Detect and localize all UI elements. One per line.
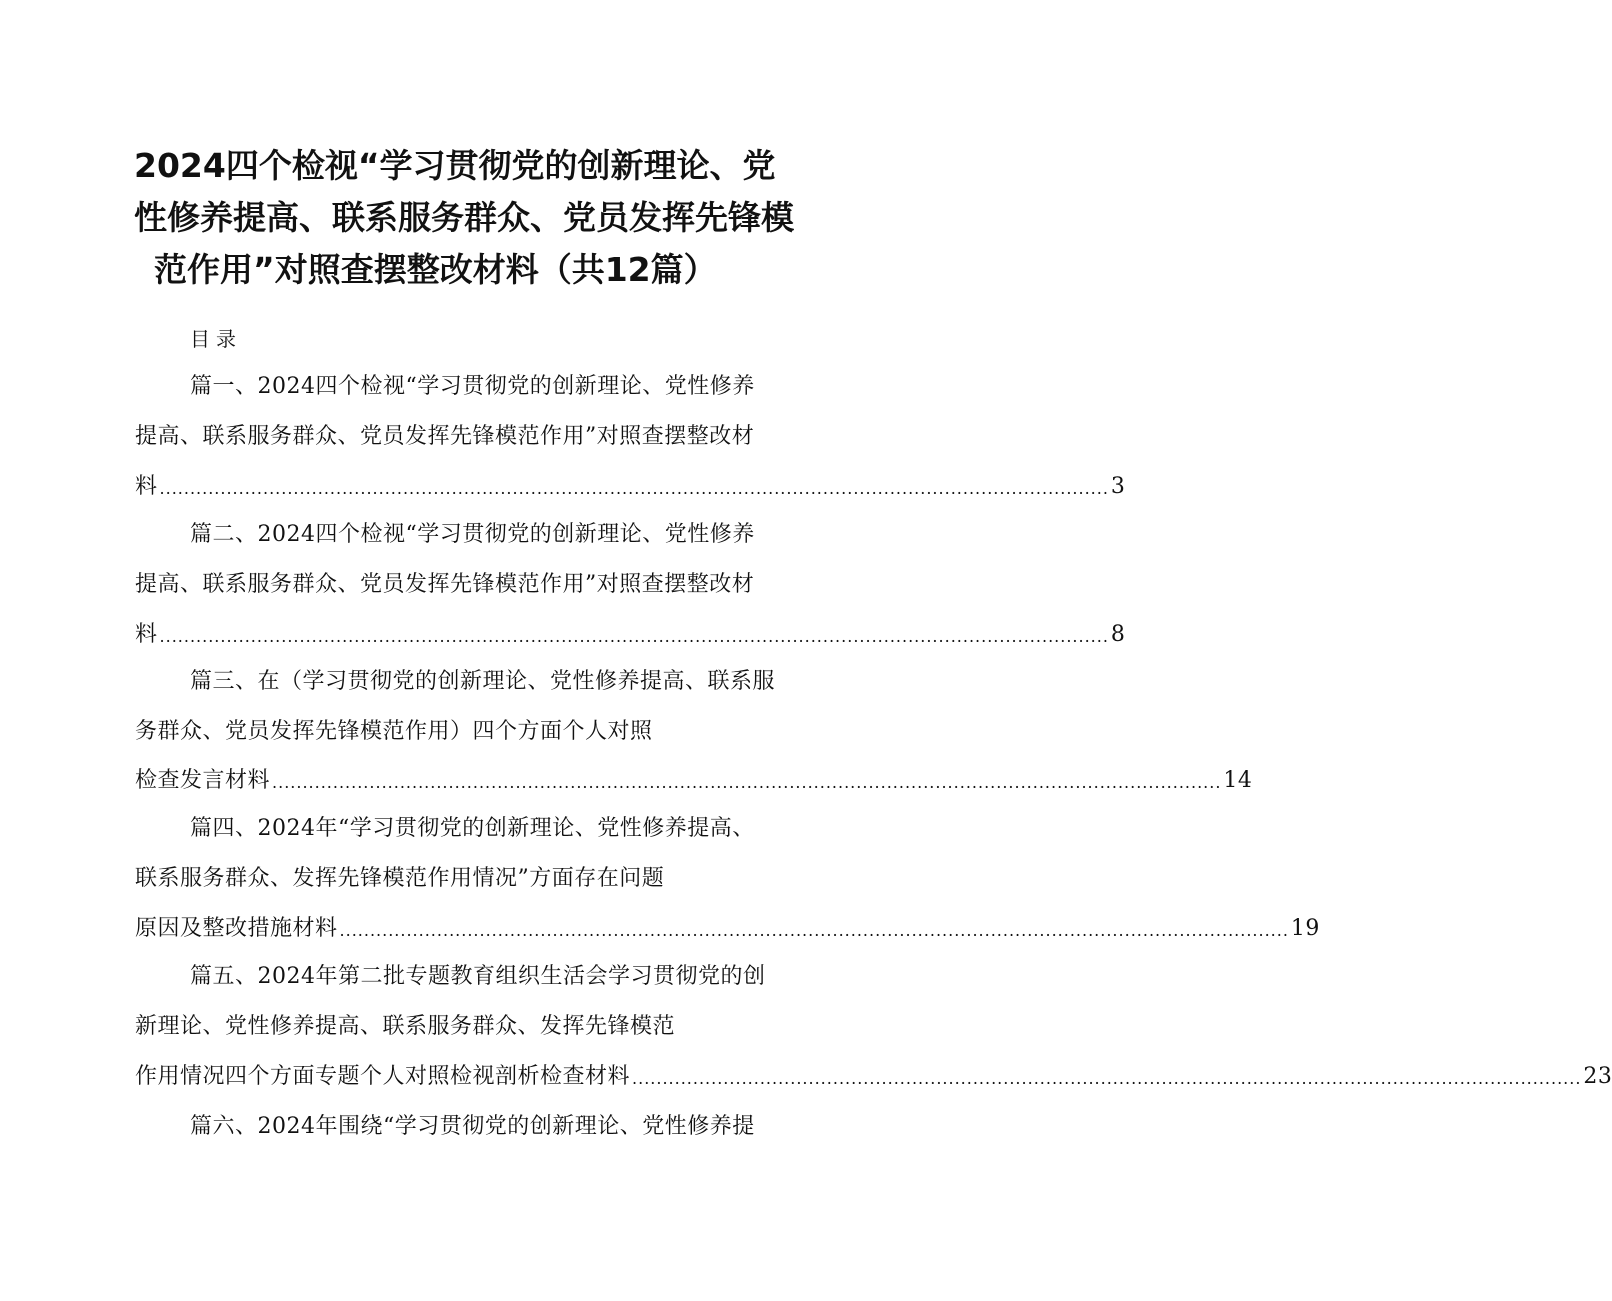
toc-entry-1-line-2[interactable]: 提高、联系服务群众、党员发挥先锋模范作用”对照查摆整改材 [135,424,755,449]
toc-entry-2-line-2[interactable]: 提高、联系服务群众、党员发挥先锋模范作用”对照查摆整改材 [135,572,755,597]
toc-entry-6-line-1[interactable]: 篇六、2024年围绕“学习贯彻党的创新理论、党性修养提 [190,1114,755,1139]
toc-entry-3-last-line[interactable] [135,764,1253,798]
toc-entry-3-line-1[interactable]: 篇三、在（学习贯彻党的创新理论、党性修养提高、联系服 [190,669,776,694]
toc-entry-2-line-1[interactable]: 篇二、2024四个检视“学习贯彻党的创新理论、党性修养 [190,522,755,547]
title-line: 2024四个检视“学习贯彻党的创新理论、党 [134,146,776,185]
toc-entry-4-last-line[interactable] [135,912,1320,946]
toc-entry-4-line-2[interactable]: 联系服务群众、发挥先锋模范作用情况”方面存在问题 [135,866,665,891]
toc-entry-4-page: 19 [1290,916,1320,941]
toc-entry-1-line-1[interactable]: 篇一、2024四个检视“学习贯彻党的创新理论、党性修养 [190,374,755,399]
toc-entry-2-last-line[interactable] [135,618,1126,652]
toc-entry-4-line-1[interactable]: 篇四、2024年“学习贯彻党的创新理论、党性修养提高、 [190,816,755,841]
toc-entry-3-text: 检查发言材料 [135,768,271,793]
leader-dots: ............................................................................................................................................................ [339,921,1289,940]
toc-entry-1-text: 料 [135,474,158,499]
leader-dots: ............................................................................................................................................................ [159,479,1109,498]
toc-entry-4-text: 原因及整改措施材料 [135,916,338,941]
leader-dots: ............................................................................................................................................................ [272,773,1222,792]
document-title [120,140,810,296]
toc-entry-5-line-1[interactable]: 篇五、2024年第二批专题教育组织生活会学习贯彻党的创 [190,964,766,989]
toc-entry-3-page: 14 [1223,768,1253,793]
toc-entry-2-page: 8 [1110,622,1126,647]
toc-entry-5-page: 23 [1583,1064,1612,1089]
title-line: 性修养提高、联系服务群众、党员发挥先锋模 [134,198,794,237]
toc-entry-2-text: 料 [135,622,158,647]
leader-dots: ............................................................................................................................................................ [159,627,1109,646]
toc-entry-5-last-line[interactable] [135,1060,1612,1094]
title-line: 范作用”对照查摆整改材料（共12篇） [154,250,717,289]
toc-heading: 目录 [190,327,242,351]
toc-entry-5-line-2[interactable]: 新理论、党性修养提高、联系服务群众、发挥先锋模范 [135,1014,676,1039]
toc-entry-3-line-2[interactable]: 务群众、党员发挥先锋模范作用）四个方面个人对照 [135,719,653,744]
toc-entry-1-page: 3 [1110,474,1126,499]
toc-entry-5-text: 作用情况四个方面专题个人对照检视剖析检查材料 [135,1064,631,1089]
toc-entry-1-last-line[interactable] [135,470,1126,504]
leader-dots: ............................................................................................................................................................ [632,1069,1582,1088]
